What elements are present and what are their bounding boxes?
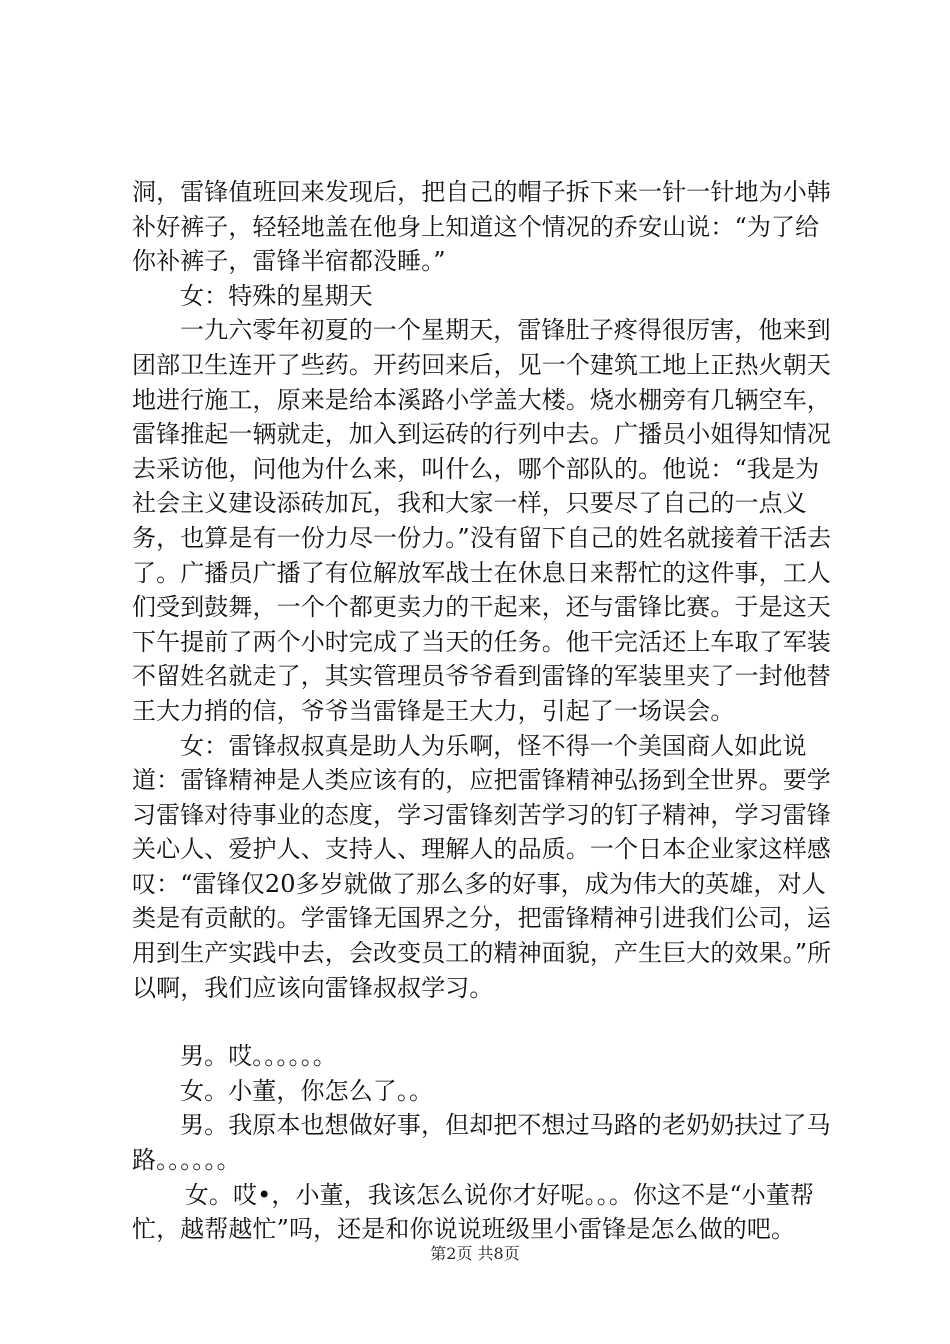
page-footer: 第2页 共8页 bbox=[430, 1244, 520, 1263]
paragraph-spacer bbox=[132, 1005, 832, 1039]
dialogue-line: 女。哎•，小董，我该怎么说你才好呢。。。你这不是“小董帮忙，越帮越忙”吗，还是和你说说班级里小雷锋是怎么做的吧。 bbox=[132, 1180, 815, 1244]
paragraph-story: 一九六零年初夏的一个星期天，雷锋肚子疼得很厉害，他来到团部卫生连开了些药。开药回来后，见一个建筑工地上正热火朝天地进行施工，原来是给本溪路小学盖大楼。烧水棚旁有几辆空车，雷锋推起一辆就走，加入到运砖的行列中去。广播员小姐得知情况去采访他，问他为什么来，叫什么，哪个部队的。他说：“我是为社会主义建设添砖加瓦，我和大家一样，只要尽了自己的一点义务，也算是有一份力尽一份力。”没有留下自己的姓名就接着干活去了。广播员广播了有位解放军战士在休息日来帮忙的这件事，工人们受到鼓舞，一个个都更卖力的干起来，还与雷锋比赛。于是这天下午提前了两个小时完成了当天的任务。他干完活还上车取了军装不留姓名就走了，其实管理员爷爷看到雷锋的军装里夹了一封他替王大力捎的信，爷爷当雷锋是王大力，引起了一场误会。 bbox=[132, 316, 832, 725]
paragraph-heading-special-sunday: 女：特殊的星期天 bbox=[180, 281, 373, 310]
dialogue-line: 男。哎。。。。。。 bbox=[180, 1042, 337, 1071]
dialogue-line: 女。小董，你怎么了。。 bbox=[180, 1076, 434, 1105]
paragraph-commentary: 女：雷锋叔叔真是助人为乐啊，怪不得一个美国商人如此说道：雷锋精神是人类应该有的，应把雷锋精神弘扬到全世界。要学习雷锋对待事业的态度，学习雷锋刻苦学习的钉子精神，学习雷锋关心人、爱护人、支持人、理解人的品质。一个日本企业家这样感叹：“雷锋仅20多岁就做了那么多的好事，成为伟大的英雄，对人类是有贡献的。学雷锋无国界之分，把雷锋精神引进我们公司，运用到生产实践中去，会改变员工的精神面貌，产生巨大的效果。”所以啊，我们应该向雷锋叔叔学习。 bbox=[132, 731, 832, 1002]
dialogue-line: 男。我原本也想做好事，但却把不想过马路的老奶奶扶过了马路。。。。。。 bbox=[132, 1111, 831, 1175]
document-body bbox=[132, 175, 832, 1247]
paragraph-continuation: 洞，雷锋值班回来发现后，把自己的帽子拆下来一针一针地为小韩补好裤子，轻轻地盖在他身上知道这个情况的乔安山说：“为了给你补裤子，雷锋半宿都没睡。” bbox=[132, 178, 831, 276]
